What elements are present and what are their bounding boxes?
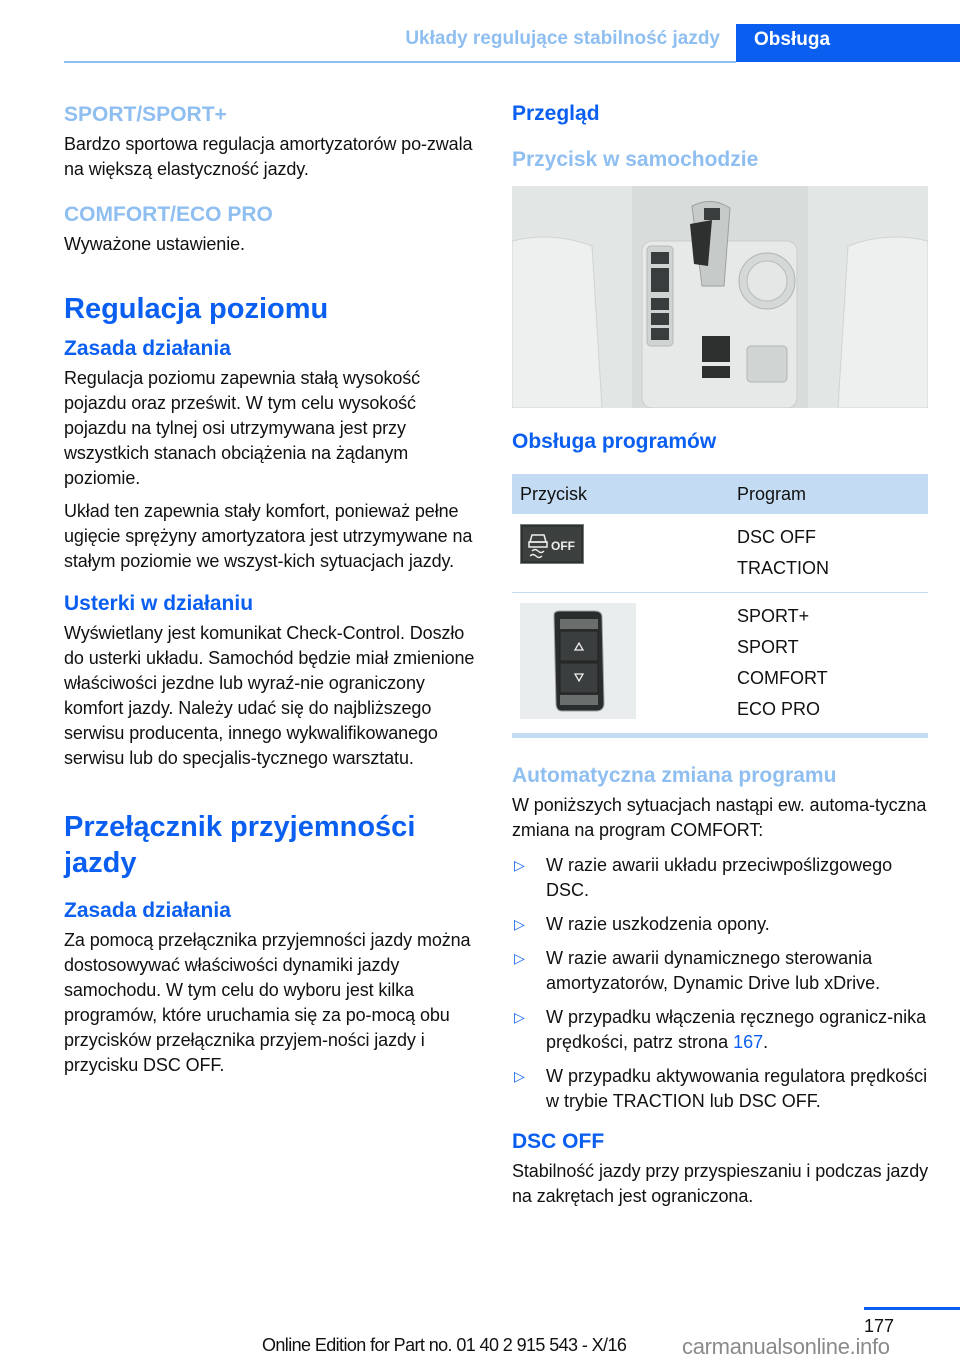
program-comfort: COMFORT (737, 668, 828, 688)
programs-table (512, 474, 928, 733)
overview-heading: Przegląd (512, 102, 600, 125)
header-rule (64, 61, 736, 63)
auto-change-list (512, 853, 928, 1114)
triangle-bullet-icon: ▷ (514, 857, 525, 873)
list-item: ▷ W przypadku włączenia ręcznego ogranicz-nika prędkości, patrz strona 167. (514, 1007, 927, 1052)
list-item: ▷ W przypadku aktywowania regulatora prędkości w trybie TRACTION lub DSC OFF. (514, 1066, 928, 1111)
sport-heading: SPORT/SPORT+ (64, 103, 227, 126)
table-row (512, 593, 928, 734)
level-control-title: Regulacja poziomu (64, 293, 329, 325)
comfort-text: Wyważone ustawienie. (64, 234, 245, 254)
auto-change-intro: W poniższych sytuacjach nastąpi ew. automa-tyczna zmiana na program COMFORT: (512, 795, 927, 840)
program-cell (729, 593, 928, 734)
triangle-bullet-icon: ▷ (514, 1068, 525, 1084)
watermark: carmanualsonline.info (682, 1334, 890, 1359)
column-header-program: Program (729, 474, 928, 514)
level-principle-heading: Zasada działania (64, 337, 231, 360)
program-cell (729, 514, 928, 593)
list-item: ▷ W razie awarii dynamicznego sterowania amortyzatorów, Dynamic Drive lub xDrive. (514, 948, 881, 993)
center-console-image (512, 186, 928, 408)
program-dsc-off: DSC OFF (737, 527, 816, 547)
driving-switch-title: Przełącznik przyjemności jazdy (64, 811, 416, 879)
center-console-illustration (512, 186, 928, 408)
list-item: ▷ W razie uszkodzenia opony. (512, 912, 928, 937)
auto-change-heading: Automatyczna zmiana programu (512, 764, 837, 787)
program-sport: SPORT (737, 637, 799, 657)
switch-principle-text: Za pomocą przełącznika przyjemności jazdy można dostosowywać właściwości dynamiki jazdy samochodu. W tym celu do wyboru jest kilka programów, które uruchamia się za po-mocą obu przycisków przełącznika przyjem-ności jazdy i przycisku DSC OFF. (64, 930, 471, 1075)
switch-principle-heading: Zasada działania (64, 899, 231, 922)
level-principle-p2: Układ ten zapewnia stały komfort, ponieważ pełne ugięcie sprężyny amortyzatora jest utrzymywane na stałym poziomie we wszyst-kich sytuacjach jazdy. (64, 501, 473, 571)
table-header-row (512, 474, 928, 514)
comfort-heading: COMFORT/ECO PRO (64, 203, 273, 226)
program-sport-plus: SPORT+ (737, 606, 810, 626)
dsc-off-button-icon (520, 524, 584, 569)
right-column (512, 100, 928, 1217)
triangle-bullet-icon: ▷ (514, 1009, 525, 1025)
dsc-off-text: Stabilność jazdy przy przyspieszaniu i podczas jazdy na zakrętach jest ograniczona. (512, 1161, 928, 1206)
button-in-car-heading: Przycisk w samochodzie (512, 148, 759, 171)
triangle-bullet-icon: ▷ (514, 916, 525, 932)
malfunction-heading: Usterki w działaniu (64, 592, 254, 615)
page-reference-link[interactable]: 167 (733, 1032, 764, 1052)
table-row (512, 514, 928, 593)
triangle-bullet-icon: ▷ (514, 950, 525, 966)
section-title: Układy regulujące stabilność jazdy (405, 28, 720, 49)
sport-text: Bardzo sportowa regulacja amortyzatorów po-zwala na większą elastyczność jazdy. (64, 134, 473, 179)
driving-experience-switch-icon (520, 603, 636, 724)
program-traction: TRACTION (737, 558, 829, 578)
svg-text:OFF: OFF (551, 539, 575, 553)
table-bottom-rule (512, 733, 928, 738)
program-eco-pro: ECO PRO (737, 699, 821, 719)
list-item: ▷ W razie awarii układu przeciwpoślizgowego DSC. (514, 855, 893, 900)
malfunction-text: Wyświetlany jest komunikat Check-Control. Doszło do usterki układu. Samochód będzie miał zmienione właściwości jezdne lub wyraź-nie ograniczony komfort jazdy. Należy udać się do najbliższego serwisu producenta, innego wykwalifikowanego serwisu lub do specjalis-tycznego warsztatu. (64, 623, 475, 768)
column-header-button: Przycisk (512, 474, 729, 514)
page-number: 177 (864, 1316, 895, 1336)
page-header (0, 0, 960, 64)
level-principle-p1: Regulacja poziomu zapewnia stałą wysokość pojazdu oraz prześwit. W tym celu wysokość pojazdu na tylnej osi utrzymywana jest przy wszystkich stanach obciążenia na żądanym poziomie. (64, 368, 421, 488)
left-column (64, 100, 478, 1086)
programs-heading: Obsługa programów (512, 430, 717, 453)
footer-rule (864, 1307, 960, 1310)
chapter-tab: Obsługa (736, 24, 960, 62)
dsc-off-heading: DSC OFF (512, 1130, 605, 1153)
edition-text: Online Edition for Part no. 01 40 2 915 543 - X/16 (262, 1335, 627, 1355)
